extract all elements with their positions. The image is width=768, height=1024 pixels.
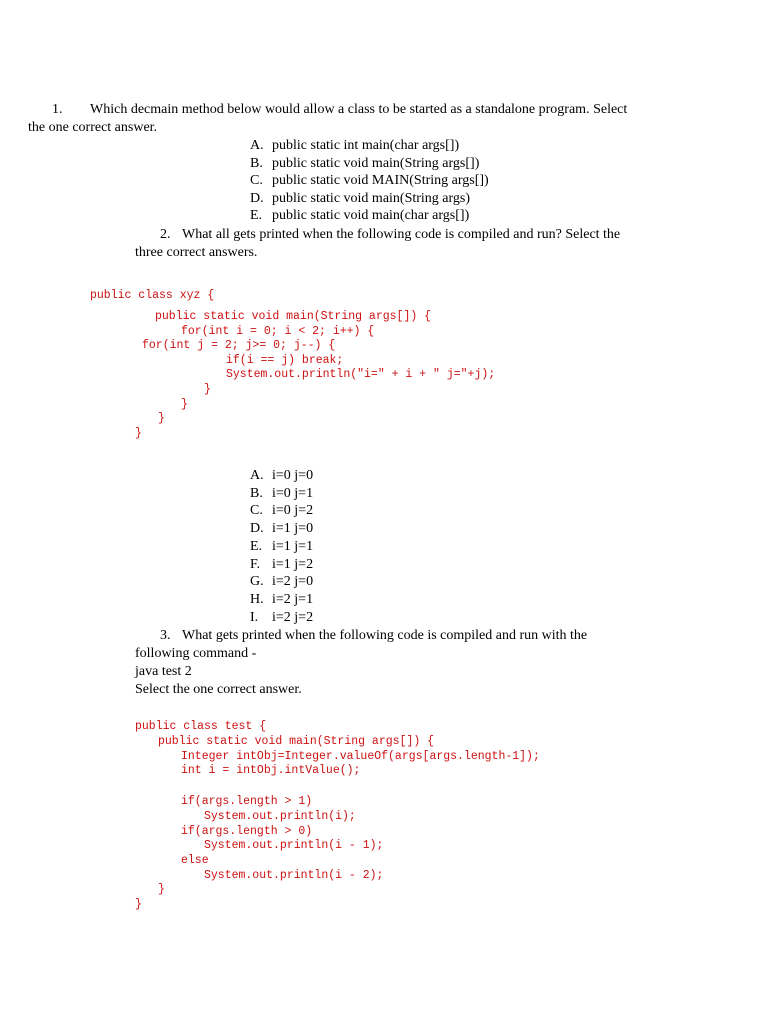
q2-text-line2: three correct answers. <box>135 245 258 260</box>
option-text: public static void main(String args) <box>272 191 471 206</box>
q2-option-i <box>250 609 313 627</box>
q2-option-f <box>250 556 313 574</box>
option-text: public static int main(char args[]) <box>272 138 460 153</box>
option-text: i=2 j=2 <box>272 610 314 625</box>
option-letter: F. <box>250 557 261 572</box>
q2-text-line1: What all gets printed when the following code is compiled and run? Select the <box>182 227 621 242</box>
q2-code-line: } <box>204 383 211 396</box>
q2-option-c <box>250 502 313 520</box>
q2-code-line: } <box>135 427 142 440</box>
option-text: i=2 j=1 <box>272 592 314 607</box>
q2-option-a <box>250 467 313 485</box>
q3-code-line: if(args.length > 0) <box>181 825 313 838</box>
q2-option-h <box>250 591 313 609</box>
option-letter: C. <box>250 503 263 518</box>
q1-text-line2: the one correct answer. <box>28 120 158 135</box>
option-text: public static void main(char args[]) <box>272 208 470 223</box>
q3-text-line3: java test 2 <box>135 664 192 679</box>
option-text: i=1 j=1 <box>272 539 314 554</box>
q2-code-line: public static void main(String args[]) { <box>155 310 432 323</box>
q1-option-c <box>250 172 489 190</box>
q1-option-d <box>250 190 470 208</box>
q2-option-g <box>250 573 313 591</box>
q1-number: 1. <box>52 102 63 117</box>
option-letter: B. <box>250 486 263 501</box>
option-letter: I. <box>250 610 259 625</box>
q3-code-line: System.out.println(i - 2); <box>204 869 384 882</box>
option-letter: D. <box>250 521 264 536</box>
q1-text-line1: Which decmain method below would allow a class to be started as a standalone program. Select <box>90 102 628 117</box>
q2-number: 2. <box>160 227 171 242</box>
option-text: public static void main(String args[]) <box>272 156 480 171</box>
q3-code-line: Integer intObj=Integer.valueOf(args[args.length-1]); <box>181 750 540 763</box>
option-letter: A. <box>250 468 264 483</box>
q2-code-line: } <box>181 398 188 411</box>
q2-option-d <box>250 520 313 538</box>
q2-code-line: System.out.println("i=" + i + " j="+j); <box>226 368 496 381</box>
q2-code-line: for(int j = 2; j>= 0; j--) { <box>142 339 336 352</box>
option-text: i=1 j=2 <box>272 557 314 572</box>
q3-code-line: } <box>158 883 165 896</box>
q3-code-line: if(args.length > 1) <box>181 795 313 808</box>
option-letter: H. <box>250 592 264 607</box>
q2-option-b <box>250 485 313 503</box>
option-text: i=1 j=0 <box>272 521 314 536</box>
q1-option-b <box>250 155 479 173</box>
q3-text-line4: Select the one correct answer. <box>135 682 302 697</box>
q3-code-line: public static void main(String args[]) { <box>158 735 435 748</box>
option-text: i=0 j=2 <box>272 503 314 518</box>
option-text: public static void MAIN(String args[]) <box>272 173 489 188</box>
q1-option-e <box>250 207 469 225</box>
option-letter: D. <box>250 191 264 206</box>
q3-text-line1: What gets printed when the following code is compiled and run with the <box>182 628 588 643</box>
option-text: i=0 j=0 <box>272 468 314 483</box>
q3-code-line: System.out.println(i); <box>204 810 356 823</box>
q2-code-line: } <box>158 412 165 425</box>
q3-code-line: public class test { <box>135 720 267 733</box>
q1-option-a <box>250 137 459 155</box>
q3-code-line: else <box>181 854 209 867</box>
q2-code-line: if(i == j) break; <box>226 354 344 367</box>
q2-code-line: public class xyz { <box>90 289 215 302</box>
q3-code-line: } <box>135 898 142 911</box>
q2-option-e <box>250 538 313 556</box>
q2-code-line: for(int i = 0; i < 2; i++) { <box>181 325 375 338</box>
option-letter: C. <box>250 173 263 188</box>
option-letter: E. <box>250 208 263 223</box>
option-text: i=0 j=1 <box>272 486 314 501</box>
option-letter: G. <box>250 574 264 589</box>
q3-text-line2: following command - <box>135 646 257 661</box>
q3-number: 3. <box>160 628 171 643</box>
option-letter: A. <box>250 138 264 153</box>
option-text: i=2 j=0 <box>272 574 314 589</box>
q3-code-line: System.out.println(i - 1); <box>204 839 384 852</box>
option-letter: E. <box>250 539 263 554</box>
q3-code-line: int i = intObj.intValue(); <box>181 764 361 777</box>
option-letter: B. <box>250 156 263 171</box>
